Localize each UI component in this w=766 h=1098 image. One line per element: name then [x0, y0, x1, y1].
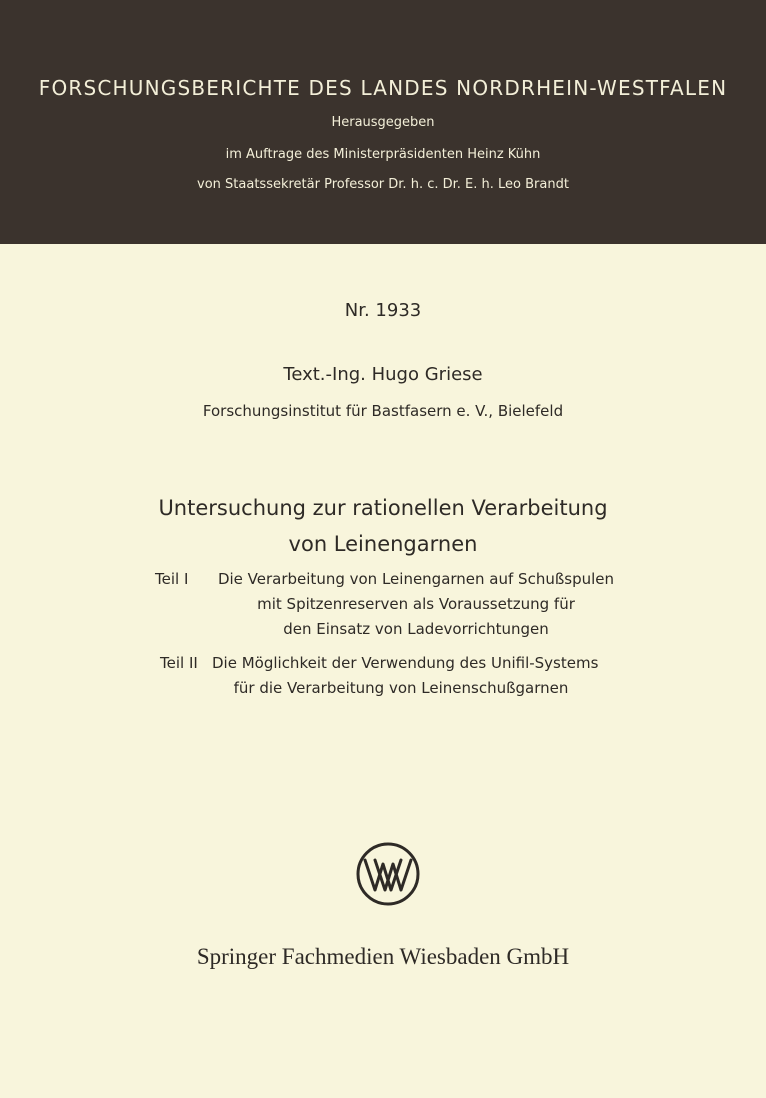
author-name: Text.-Ing. Hugo Griese	[283, 364, 483, 385]
series-title: FORSCHUNGSBERICHTE DES LANDES NORDRHEIN-WESTFALEN	[38, 76, 728, 100]
part-line: Die Verarbeitung von Leinengarnen auf Schußspulen	[217, 570, 615, 588]
part-line: Die Möglichkeit der Verwendung des Unifil-Systems	[212, 654, 599, 672]
report-title-line: von Leinengarnen	[288, 532, 478, 556]
report-number: Nr. 1933	[344, 300, 422, 321]
part-line: für die Verarbeitung von Leinenschußgarnen	[233, 679, 569, 697]
part-description	[212, 651, 599, 701]
report-title-line: Untersuchung zur rationellen Verarbeitung	[158, 496, 608, 520]
editor-heading: Herausgegeben	[331, 115, 435, 130]
publisher-logo-icon	[356, 842, 420, 906]
publisher-name: Springer Fachmedien Wiesbaden GmbH	[196, 944, 570, 969]
author-institute: Forschungsinstitut für Bastfasern e. V., Bielefeld	[202, 402, 564, 420]
part-line: den Einsatz von Ladevorrichtungen	[283, 620, 549, 638]
part-two	[160, 651, 599, 701]
part-label: Teil I	[155, 570, 189, 588]
part-label: Teil II	[160, 654, 198, 672]
part-one	[155, 567, 625, 642]
part-line: mit Spitzenreserven als Voraussetzung für	[257, 595, 575, 613]
editor-commission: im Auftrage des Ministerpräsidenten Heinz Kühn	[225, 147, 541, 162]
part-description	[207, 567, 625, 642]
series-header-band	[0, 0, 766, 244]
editor-name: von Staatssekretär Professor Dr. h. c. Dr. E. h. Leo Brandt	[197, 177, 569, 192]
report-title	[0, 490, 766, 562]
